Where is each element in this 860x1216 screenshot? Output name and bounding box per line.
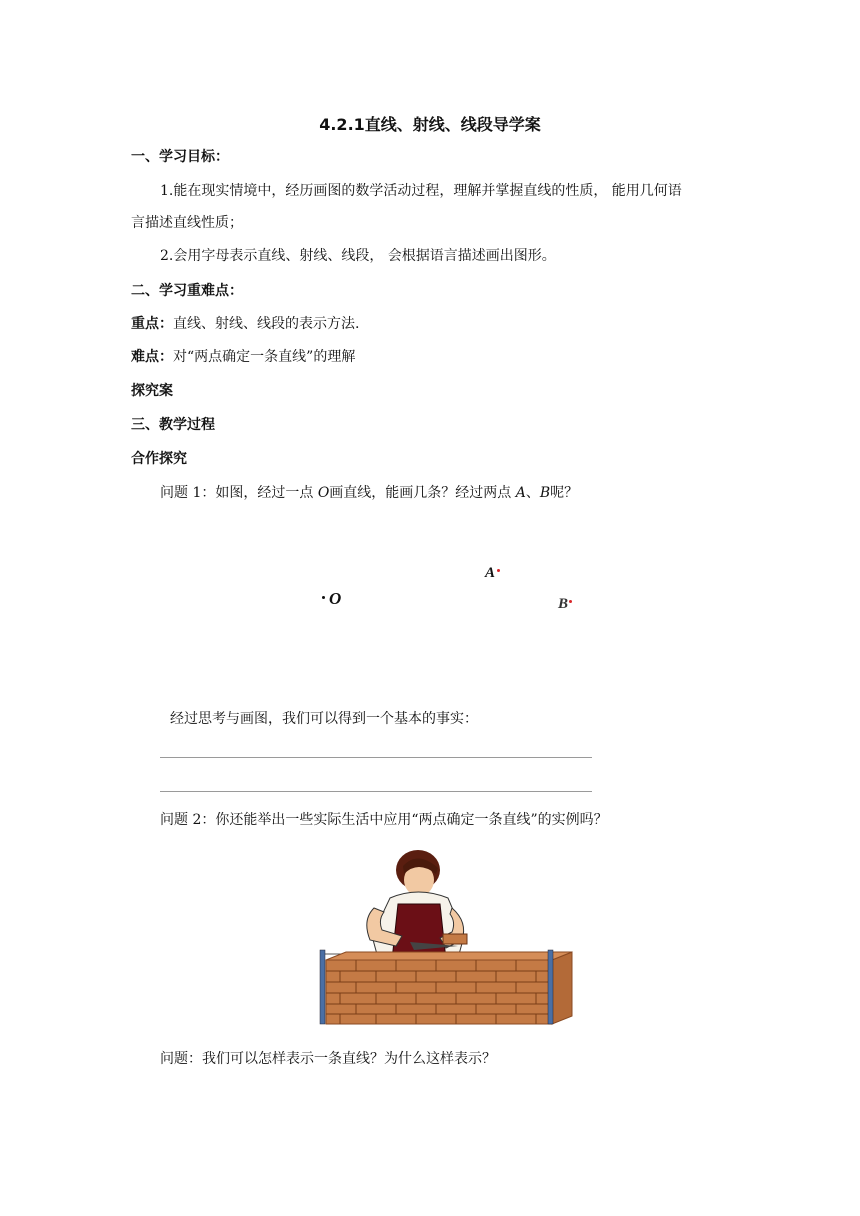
hard-label: 难点： (131, 349, 173, 365)
question-1: 问题 1：如图，经过一点 O画直线，能画几条？经过两点 A、B呢？ (160, 485, 579, 501)
question-3: 问题：我们可以怎样表示一条直线？为什么这样表示？ (160, 1051, 496, 1067)
right-post (548, 950, 553, 1024)
goal-1-line-1: 1.能在现实情境中，经历画图的数学活动过程，理解并掌握直线的性质， 能用几何语 (160, 183, 682, 199)
hard-point-line (131, 347, 355, 367)
explore-heading: 探究案 (131, 383, 173, 399)
hard-text: 对“两点确定一条直线”的理解 (173, 349, 356, 365)
points-figure (300, 555, 600, 625)
key-label: 重点： (131, 316, 173, 332)
process-heading: 三、教学过程 (131, 417, 215, 433)
point-b-dot (569, 600, 572, 603)
bricklayer-illustration (318, 848, 576, 1028)
brick-wall (326, 952, 572, 1024)
key-points-heading: 二、学习重难点： (131, 283, 243, 299)
point-b-label: B (558, 596, 569, 612)
answer-line-1 (160, 757, 592, 758)
answer-line-2 (160, 791, 592, 792)
goal-1-line-2: 言描述直线性质； (131, 215, 243, 231)
goals-heading: 一、学习目标： (131, 149, 229, 165)
worker-figure (367, 850, 467, 960)
point-a-label: A (485, 565, 496, 581)
page-title: 4.2.1直线、射线、线段导学案 (319, 115, 541, 134)
key-text: 直线、射线、线段的表示方法. (173, 316, 360, 332)
goal-2: 2.会用字母表示直线、射线、线段， 会根据语言描述画出图形。 (160, 248, 556, 264)
point-o-dot (322, 596, 325, 599)
fact-statement: 经过思考与画图，我们可以得到一个基本的事实： (170, 711, 478, 727)
question-2: 问题 2：你还能举出一些实际生活中应用“两点确定一条直线”的实例吗？ (160, 812, 608, 828)
cooperation-heading: 合作探究 (131, 451, 187, 467)
left-post (320, 950, 325, 1024)
key-point-line (131, 314, 359, 334)
point-o-label: O (329, 589, 342, 608)
point-a-dot (497, 569, 500, 572)
